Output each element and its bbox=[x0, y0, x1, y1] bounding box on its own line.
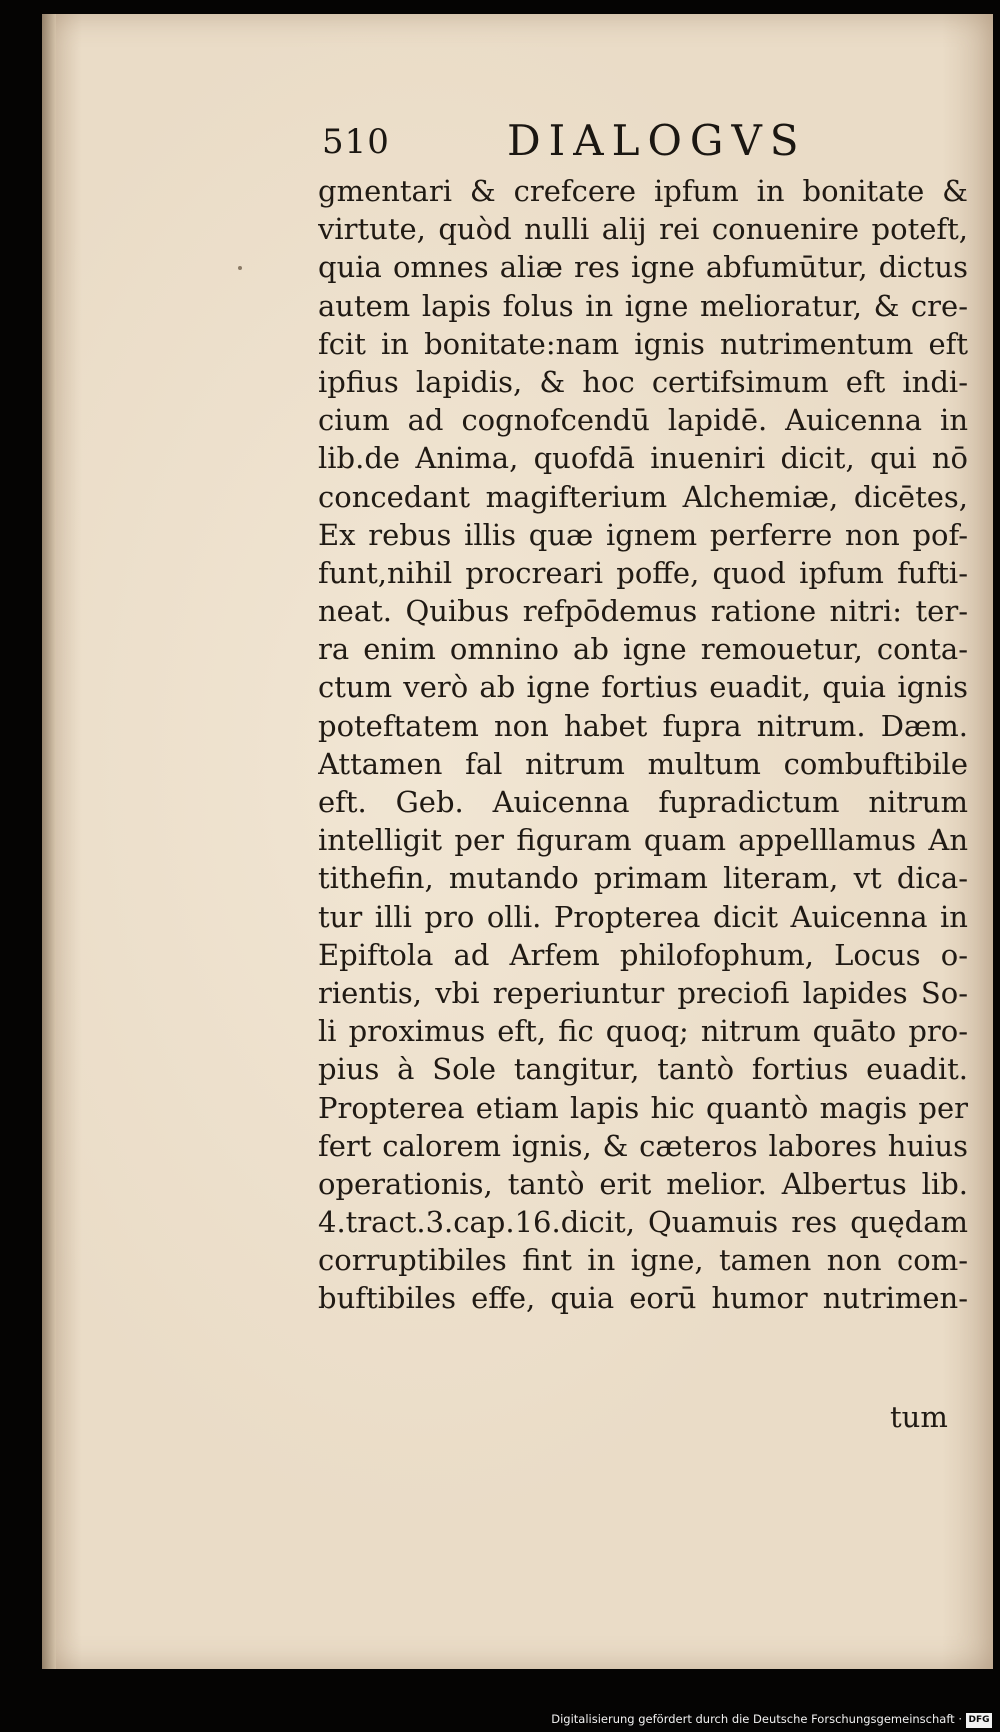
page-number: 510 bbox=[322, 122, 390, 162]
text-line: neat. Quibus refpōdemus ratione nitri: ter- bbox=[318, 594, 968, 629]
text-line: 4.tract.3.cap.16.dicit, Quamuis res quędam bbox=[318, 1205, 968, 1240]
paper-speck bbox=[238, 266, 242, 270]
digitization-credit: Digitalisierung gefördert durch die Deutsche Forschungsgemeinschaft · bbox=[551, 1712, 962, 1726]
text-line: fert calorem ignis, & cæteros labores huius bbox=[318, 1128, 968, 1163]
text-line: funt,nihil procreari poffe, quod ipfum fufti- bbox=[318, 555, 968, 590]
text-line: Attamen fal nitrum multum combuftibile bbox=[318, 746, 968, 781]
text-line: rientis, vbi reperiuntur preciofi lapides So- bbox=[318, 975, 968, 1010]
text-line: Ex rebus illis quæ ignem perferre non pof- bbox=[318, 517, 968, 552]
text-line: concedant magifterium Alchemiæ, dicētes, bbox=[318, 479, 968, 514]
text-line: operationis, tantò erit melior. Albertus lib. bbox=[318, 1166, 968, 1201]
text-line: li proximus eft, fic quoq; nitrum quāto pro- bbox=[318, 1014, 968, 1049]
text-line: virtute, quòd nulli alij rei conuenire poteft, bbox=[318, 212, 968, 247]
catchword: tum bbox=[890, 1400, 948, 1434]
text-line: cium ad cognofcendū lapidē. Auicenna in bbox=[318, 403, 968, 438]
text-line: tithefin, mutando primam literam, vt dica- bbox=[318, 861, 968, 896]
body-text bbox=[318, 172, 968, 1318]
text-line: quia omnes aliæ res igne abfumūtur, dictus bbox=[318, 250, 968, 285]
text-line: intelligit per figuram quam appelllamus An bbox=[318, 823, 968, 858]
running-head: DIALOGVS bbox=[507, 116, 807, 165]
text-line: autem lapis folus in igne melioratur, & cre- bbox=[318, 288, 968, 323]
page-header bbox=[322, 110, 822, 170]
text-line: eft. Geb. Auicenna fupradictum nitrum bbox=[318, 785, 968, 819]
text-line: ra enim omnino ab igne remouetur, conta- bbox=[318, 632, 968, 667]
text-line: tur illi pro olli. Propterea dicit Auicenna in bbox=[318, 899, 968, 934]
text-line: buftibiles effe, quia eorū humor nutrimen- bbox=[318, 1281, 968, 1316]
text-line: poteftatem non habet fupra nitrum. Dæm. bbox=[318, 708, 968, 743]
text-line: ctum verò ab igne fortius euadit, quia ignis bbox=[318, 670, 968, 705]
text-line: lib.de Anima, quofdā inueniri dicit, qui nō bbox=[318, 441, 968, 476]
text-line: Propterea etiam lapis hic quantò magis per bbox=[318, 1090, 968, 1125]
page-gutter-shadow bbox=[42, 14, 56, 1669]
text-line: gmentari & crefcere ipfum in bonitate & bbox=[318, 174, 968, 208]
text-line: Epiftola ad Arfem philofophum, Locus o- bbox=[318, 937, 968, 972]
text-line: pius à Sole tangitur, tantò fortius euadit. bbox=[318, 1052, 968, 1087]
text-line: ipfius lapidis, & hoc certifsimum eft indi- bbox=[318, 364, 968, 399]
text-line: fcit in bonitate:nam ignis nutrimentum eft bbox=[318, 326, 968, 361]
dfg-logo-icon: DFG bbox=[966, 1713, 992, 1728]
text-line: corruptibiles fint in igne, tamen non com- bbox=[318, 1243, 968, 1278]
